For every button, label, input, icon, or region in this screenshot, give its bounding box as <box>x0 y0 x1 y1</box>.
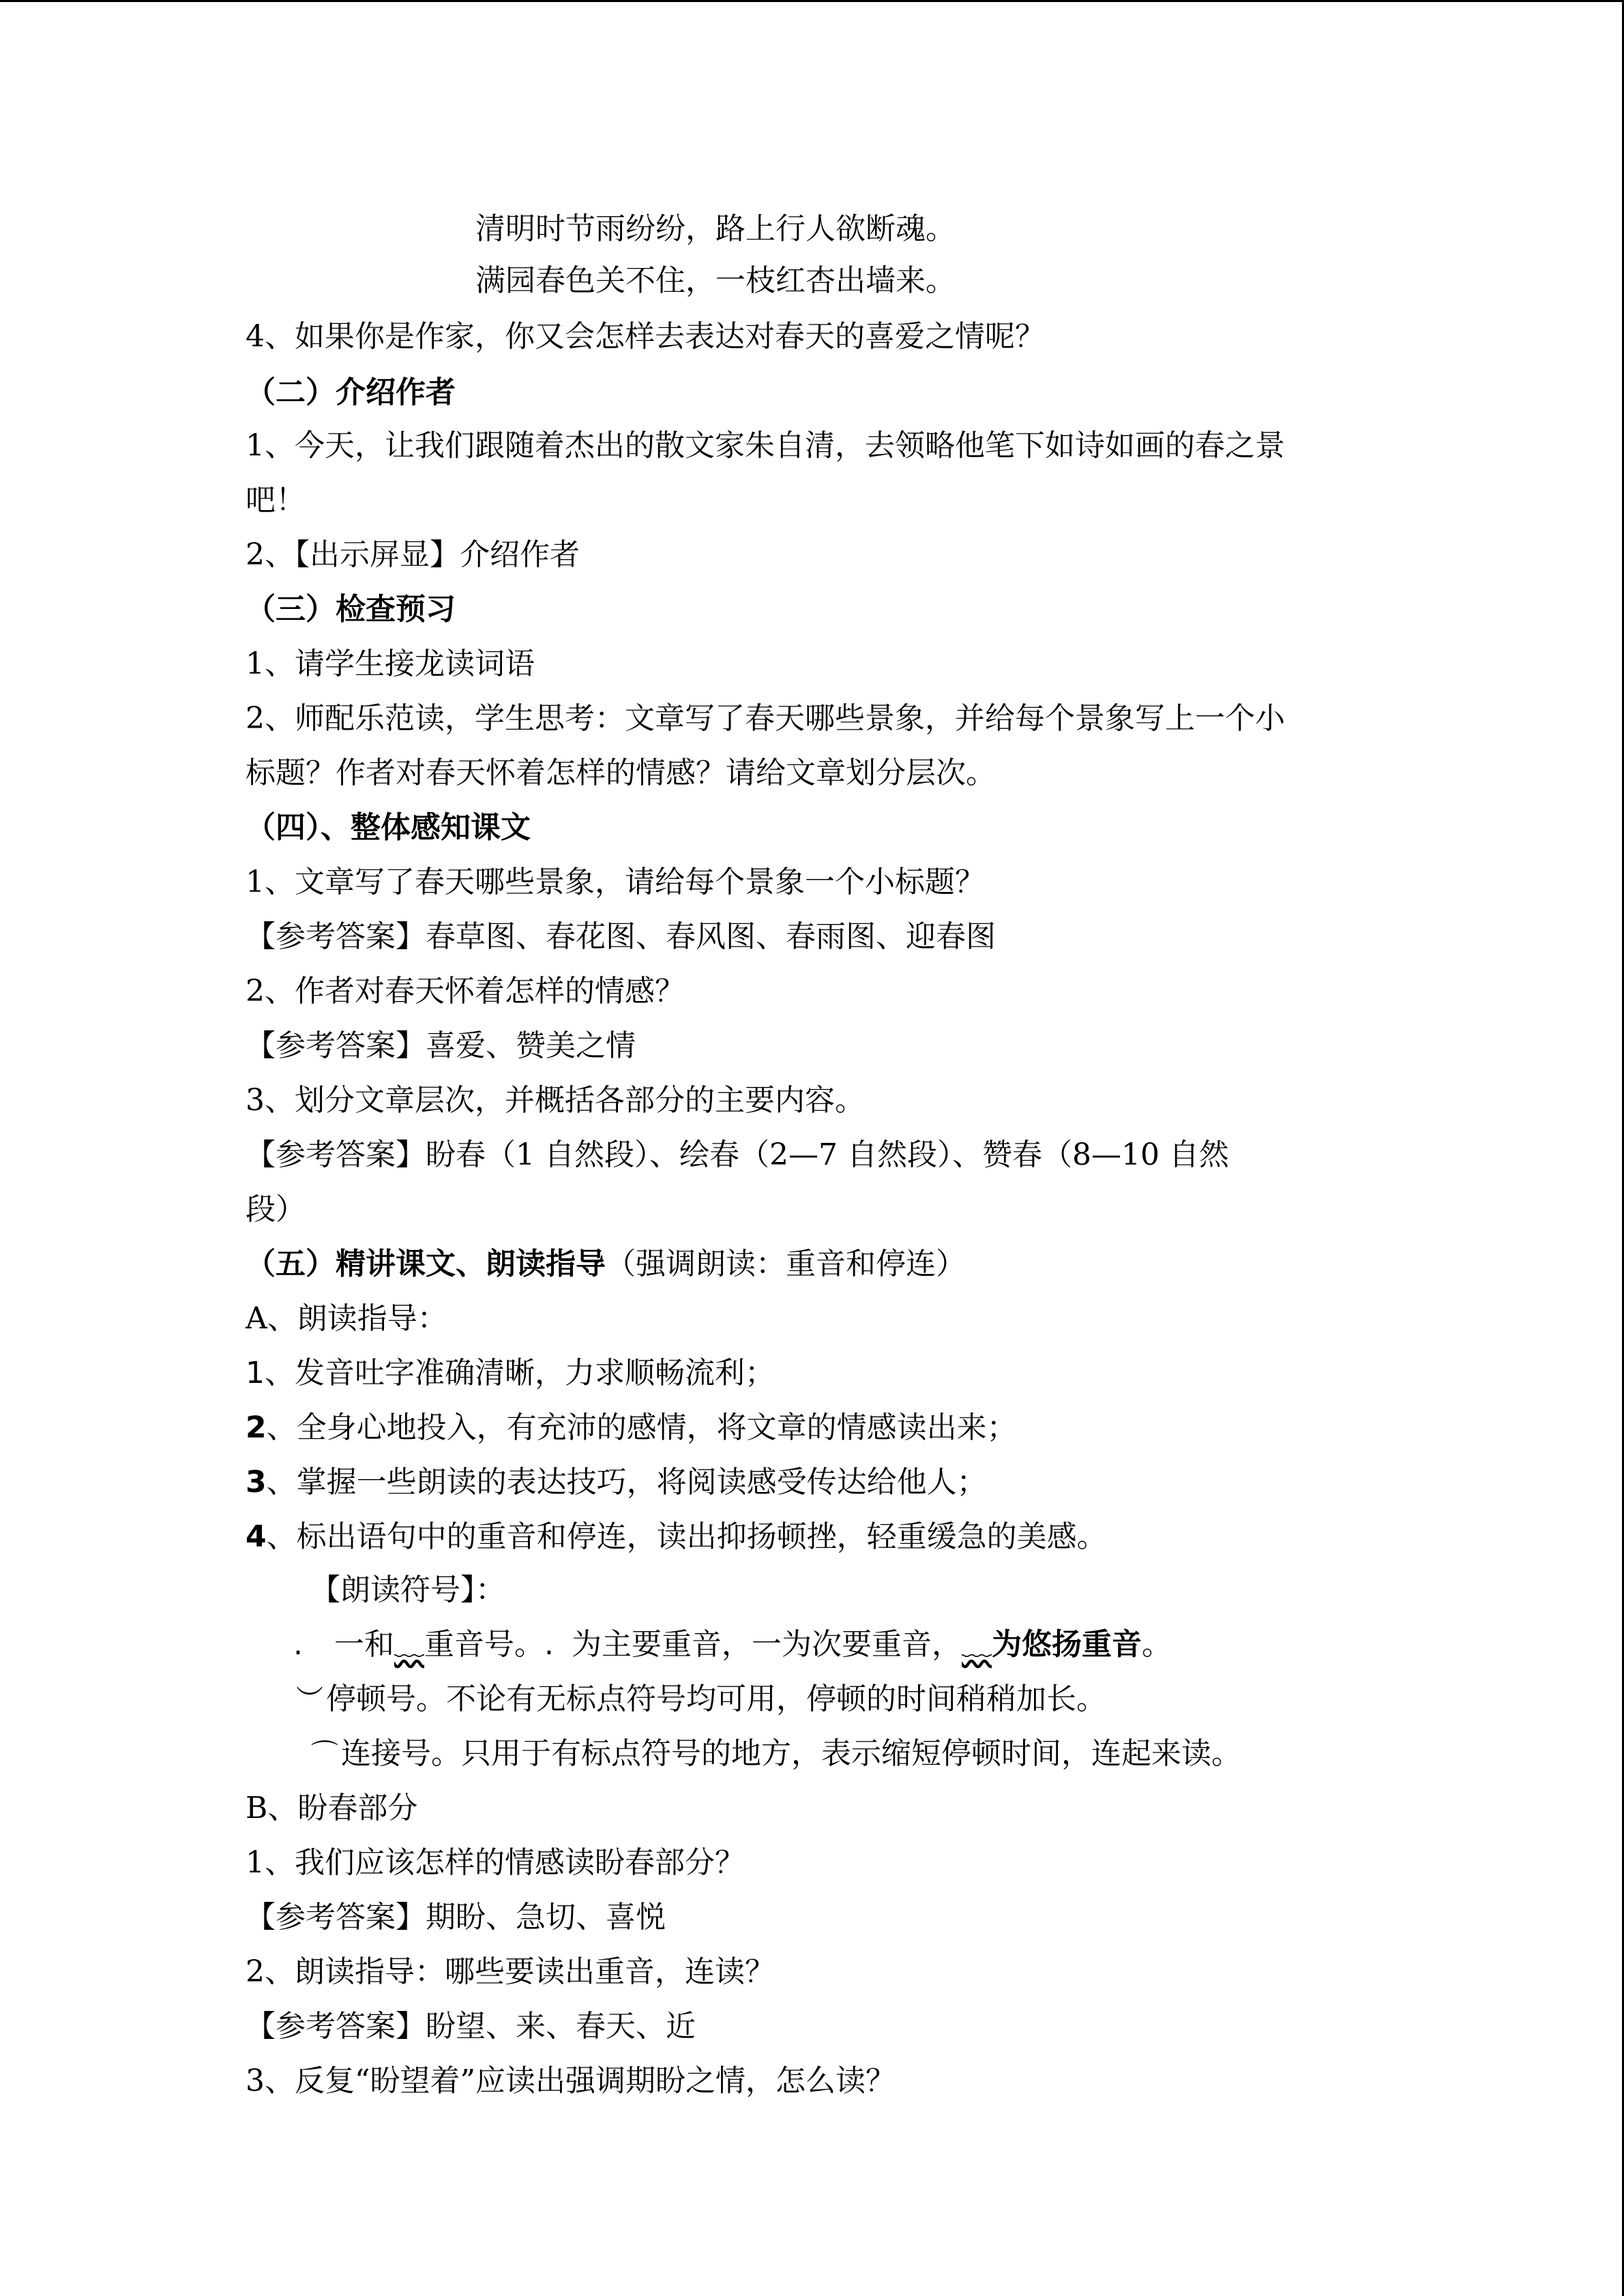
symbol-pause-line <box>293 1679 1106 1720</box>
link-mark-text: 连接号。只用于有标点符号的地方，表示缩短停顿时间，连起来读。 <box>341 1736 1241 1771</box>
stress-dot-mark: . <box>293 1627 303 1662</box>
tip-3-text: 、掌握一些朗读的表达技巧，将阅读感受传达给他人； <box>266 1465 987 1500</box>
stress-wave-mark-2: ﹏ <box>962 1627 992 1662</box>
section-4-a1: 【参考答案】春草图、春花图、春风图、春雨图、迎春图 <box>246 919 996 954</box>
section-2-item-1a: 1、今天，让我们跟随着杰出的散文家朱自清，去领略他笔下如诗如画的春之景 <box>246 428 1285 463</box>
page-border-top <box>0 0 1624 2</box>
section-4-a3a: 【参考答案】盼春（1 自然段）、绘春（2—7 自然段）、赞春（8—10 自然 <box>246 1137 1229 1172</box>
section-2-item-2: 2、【出示屏显】介绍作者 <box>246 537 580 572</box>
section-3-item-2b: 标题？作者对春天怀着怎样的情感？请给文章划分层次。 <box>246 756 996 790</box>
tip-2-num: 2 <box>246 1410 267 1445</box>
tip-2 <box>246 1407 1017 1448</box>
section-4-q1: 1、文章写了春天哪些景象，请给每个景象一个小标题？ <box>246 865 985 899</box>
section-4-a3b: 段） <box>246 1192 306 1227</box>
tip-4 <box>246 1517 1107 1557</box>
tip-4-num: 4 <box>246 1519 267 1554</box>
stress-text-end: 。 <box>1142 1627 1172 1662</box>
tip-1-num: 1 <box>246 1356 265 1390</box>
tip-2-text: 、全身心地投入，有充沛的感情，将文章的情感读出来； <box>266 1410 1017 1445</box>
tip-1-text: 、发音吐字准确清晰，力求顺畅流利； <box>265 1356 775 1390</box>
stress-text-2: 重音号。 <box>424 1627 544 1662</box>
section-3-item-2a: 2、师配乐范读，学生思考：文章写了春天哪些景象，并给每个景象写上一个小 <box>246 701 1285 736</box>
section-4-q2: 2、作者对春天怀着怎样的情感？ <box>246 974 685 1009</box>
question-4: 4、如果你是作家，你又会怎样去表达对春天的喜爱之情呢？ <box>246 319 1045 354</box>
part-b-q2: 2、朗读指导：哪些要读出重音，连读？ <box>246 1954 775 1989</box>
symbol-link-line <box>308 1733 1241 1775</box>
part-b-title: B、盼春部分 <box>246 1791 418 1825</box>
stress-text-1: 一和 <box>334 1627 394 1662</box>
section-4-title: （四）、整体感知课文 <box>246 810 531 845</box>
tip-3-num: 3 <box>246 1465 267 1500</box>
section-3-item-1: 1、请学生接龙读词语 <box>246 646 535 681</box>
stress-text-3: 为主要重音，一为次要重音， <box>572 1627 962 1662</box>
symbol-stress-line <box>293 1624 1172 1665</box>
stress-dot-mark-2: . <box>544 1627 554 1662</box>
part-b-q1: 1、我们应该怎样的情感读盼春部分？ <box>246 1845 745 1880</box>
part-b-a2: 【参考答案】盼望、来、春天、近 <box>246 2009 696 2044</box>
part-a-title: A、朗读指导： <box>246 1301 447 1336</box>
section-2-title: （二）介绍作者 <box>246 375 456 410</box>
pause-mark-text: 停顿号。不论有无标点符号均可用，停顿的时间稍稍加长。 <box>326 1682 1106 1716</box>
poem-line-1: 清明时节雨纷纷，路上行人欲断魂。 <box>475 211 956 246</box>
part-b-a1: 【参考答案】期盼、急切、喜悦 <box>246 1900 666 1935</box>
link-mark-icon: ⌒ <box>311 1739 338 1770</box>
part-b-q3: 3、反复“盼望着”应读出强调期盼之情，怎么读？ <box>246 2063 896 2098</box>
section-2-item-1b: 吧！ <box>246 483 306 518</box>
tip-1 <box>246 1353 775 1394</box>
tip-4-text: 、标出语句中的重音和停连，读出抑扬顿挫，轻重缓急的美感。 <box>266 1519 1107 1554</box>
reading-symbols-title: 【朗读符号】： <box>310 1572 505 1607</box>
pause-mark-icon: ︶ <box>296 1684 323 1716</box>
section-3-title: （三）检查预习 <box>246 592 456 627</box>
stress-text-4: 为悠扬重音 <box>992 1627 1142 1662</box>
section-4-a2: 【参考答案】喜爱、赞美之情 <box>246 1028 636 1063</box>
poem-line-2: 满园春色关不住，一枝红杏出墙来。 <box>475 263 956 298</box>
stress-wave-mark: ﹏ <box>394 1627 424 1662</box>
section-5-title-note: （强调朗读：重音和停连） <box>606 1247 966 1281</box>
section-5-title: （五）精讲课文、朗读指导 <box>246 1247 606 1281</box>
tip-3 <box>246 1462 987 1503</box>
section-4-q3: 3、划分文章层次，并概括各部分的主要内容。 <box>246 1083 865 1118</box>
section-5-title-line <box>246 1244 966 1285</box>
